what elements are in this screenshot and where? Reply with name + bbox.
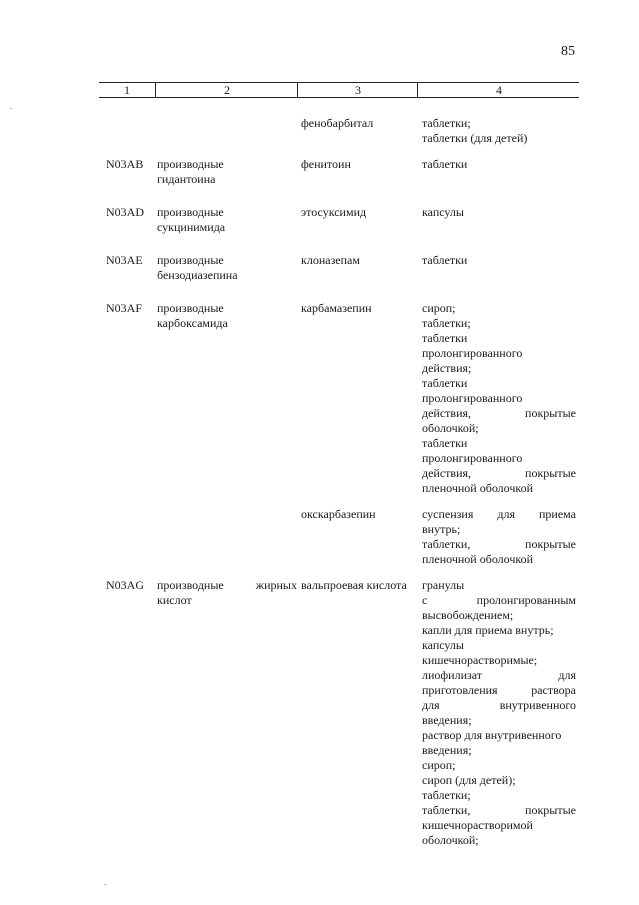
dosage-form-line: таблетки; [422,316,471,330]
dosage-form-word: раствора [531,683,576,697]
substance-name: карбамазепин [301,301,372,315]
dosage-form-word: с [422,593,428,607]
table-header [99,82,579,98]
dosage-form-line: таблетки; [422,788,471,802]
group-line: производные [157,157,224,171]
header-col-3: 3 [297,83,418,97]
dosage-form-line: пролонгированного [422,346,523,360]
dosage-form-line: кишечнорастворимой [422,818,533,832]
dosage-form-line [422,683,576,698]
dosage-form-word: покрытые [525,537,576,551]
dosage-form-line: таблетки [422,376,468,390]
dosage-form-line: таблетки [422,157,468,171]
dosage-form-line: сироп; [422,301,456,315]
dosage-form-word: для [422,698,440,712]
dosage-form-word: пролонгированным [476,593,576,607]
group-word: кислот [157,593,192,607]
dosage-forms [422,578,576,848]
dosage-form-word: покрытые [525,466,576,480]
dosage-form-word: приготовления [422,683,498,697]
dosage-form-line: таблетки [422,436,468,450]
dosage-forms [422,507,576,567]
group-word: жирных [255,578,297,592]
dosage-form-line: таблетки [422,253,468,267]
group-name [157,578,297,608]
dosage-form-line: пленочной оболочкой [422,481,534,495]
page-number: 85 [561,44,575,59]
dosage-forms [422,301,576,496]
group-line [157,578,297,593]
dosage-form-line: введения; [422,713,472,727]
substance-name: фенобарбитал [301,116,374,130]
dosage-form-line: действия; [422,361,472,375]
dosage-form-line: оболочкой; [422,833,479,847]
substance-name: вальпроевая кислота [301,578,407,592]
dosage-form-word: действия, [422,406,472,420]
dosage-form-word: суспензия [422,507,474,521]
header-col-4: 4 [417,83,580,97]
dosage-form-line [422,507,576,522]
group-line: производные [157,205,224,219]
group-line: гидантоина [157,172,216,186]
dosage-form-word: покрытые [525,406,576,420]
dosage-form-line: таблетки [422,331,468,345]
dosage-form-line: гранулы [422,578,465,592]
dosage-form-word: приема [538,507,576,521]
dosage-forms [422,253,576,268]
atc-code: N03AD [106,205,144,219]
dosage-form-line: таблетки; [422,116,471,130]
dosage-form-line: капсулы [422,638,464,652]
substance-name: клоназепам [301,253,360,267]
dosage-form-word: действия, [422,466,472,480]
group-line [157,593,297,608]
dosage-forms [422,205,576,220]
dosage-form-line [422,668,576,683]
scan-mark [10,108,12,109]
group-line: производные [157,253,224,267]
group-line: производные [157,301,224,315]
dosage-forms [422,157,576,172]
group-word: производные [157,578,224,592]
dosage-form-word: внутривенного [499,698,576,712]
atc-code: N03AB [106,157,144,171]
group-line: сукцинимида [157,220,226,234]
dosage-form-line [422,698,576,713]
dosage-form-word: лиофилизат [422,668,483,682]
header-col-2: 2 [155,83,298,97]
dosage-forms [422,116,576,146]
dosage-form-line: капсулы [422,205,464,219]
dosage-form-word: таблетки, [422,537,471,551]
atc-code: N03AG [106,578,144,592]
dosage-form-line [422,537,576,552]
dosage-form-line: высвобождением; [422,608,514,622]
dosage-form-line: пролонгированного [422,391,523,405]
substance-name: фенитоин [301,157,351,171]
dosage-form-line: капли для приема внутрь; [422,623,554,637]
header-col-1: 1 [124,83,130,97]
group-name [157,253,297,283]
group-line: карбоксамида [157,316,228,330]
dosage-form-word: покрытые [525,803,576,817]
scan-mark [104,884,106,885]
dosage-form-line [422,803,576,818]
dosage-form-line: таблетки (для детей) [422,131,528,145]
substance-name: этосуксимид [301,205,367,219]
dosage-form-line: пленочной оболочкой [422,552,534,566]
dosage-form-line [422,593,576,608]
dosage-form-line: сироп (для детей); [422,773,516,787]
group-name [157,205,297,235]
group-name [157,301,297,331]
dosage-form-line: внутрь; [422,522,461,536]
dosage-form-line: оболочкой; [422,421,479,435]
dosage-form-line: кишечнорастворимые; [422,653,538,667]
dosage-form-word: таблетки, [422,803,471,817]
group-name [157,157,297,187]
dosage-form-line [422,466,576,481]
dosage-form-word: для [497,507,515,521]
substance-name: окскарбазепин [301,507,376,521]
dosage-form-line: введения; [422,743,472,757]
group-line: бензодиазепина [157,268,238,282]
dosage-form-line: пролонгированного [422,451,523,465]
dosage-form-line [422,406,576,421]
atc-code: N03AF [106,301,143,315]
dosage-form-line: сироп; [422,758,456,772]
dosage-form-line: раствор для внутривенного [422,728,562,742]
atc-code: N03AE [106,253,143,267]
dosage-form-word: для [558,668,576,682]
